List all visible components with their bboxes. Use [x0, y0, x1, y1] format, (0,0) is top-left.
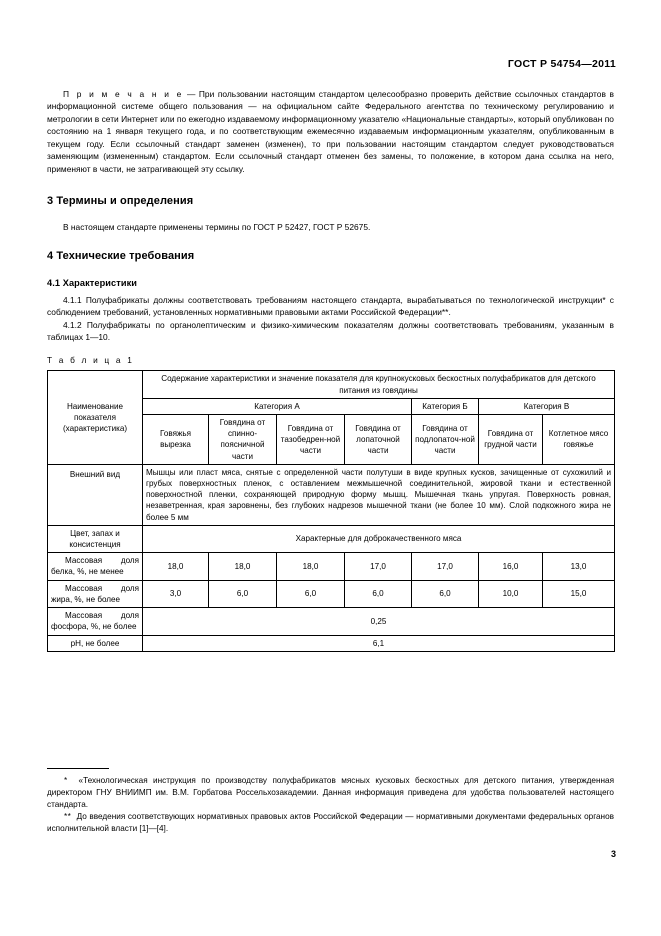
- row-value-phosphorus: 0,25: [143, 608, 615, 635]
- header-column-6: Говядина от грудной части: [479, 415, 543, 465]
- clause-412-text: 4.1.2 Полуфабрикаты по органолептическим и физико-химическим показателям должны соответствовать требованиям, указанным в таблицах 1—10.: [47, 319, 614, 342]
- cell-fat-5: 6,0: [412, 580, 479, 607]
- header-category-v: Категория В: [479, 398, 615, 414]
- cell-fat-6: 10,0: [479, 580, 543, 607]
- note-text: При пользовании настоящим стандартом целесообразно проверить действие ссылочных стандартов в информационной системе общего пользования — на официальном сайте Федерального агентства по техническому регулированию и метрологии в сети Интернет или по ежегодно издаваемому информационному указателю «Национальные стандарты», который опубликован по состоянию на 1 января текущего года, и по соответствующим ежемесячно издаваемым информационным указателям, опубликованным в текущем году. Если ссылочный стандарт заменен (изменен), то при пользовании настоящим стандартом следует руководствоваться заменяющим (измененным) стандартом. Если ссылочный стандарт отменен без замены, то положение, в котором дана ссылка на него, применяют в части, не затрагивающей эту ссылку.: [47, 89, 614, 174]
- table-body: [48, 464, 615, 651]
- clause-411-text: 4.1.1 Полуфабрикаты должны соответствовать требованиям настоящего стандарта, вырабатываться по технологической инструкции* с соблюдением требований, установленных нормативными правовыми актами Российской Федерации**.: [47, 294, 614, 318]
- row-label-color-smell: Цвет, запах и консистенция: [48, 525, 143, 552]
- table-row: [48, 635, 615, 651]
- table-row: [48, 580, 615, 607]
- footnotes-block: [47, 768, 614, 835]
- row-label-appearance: Внешний вид: [48, 464, 143, 525]
- table-header-row-1: [48, 371, 615, 398]
- cell-fat-7: 15,0: [543, 580, 615, 607]
- cell-protein-7: 13,0: [543, 553, 615, 580]
- header-column-1: Говяжья вырезка: [143, 415, 209, 465]
- table-caption: Т а б л и ц а 1: [47, 355, 135, 366]
- section-3-title: 3 Термины и определения: [47, 195, 194, 208]
- footnote-2: [47, 811, 614, 835]
- cell-fat-1: 3,0: [143, 580, 209, 607]
- cell-protein-1: 18,0: [143, 553, 209, 580]
- cell-protein-2: 18,0: [209, 553, 277, 580]
- cell-protein-5: 17,0: [412, 553, 479, 580]
- clause-412: [47, 319, 614, 344]
- cell-fat-4: 6,0: [345, 580, 412, 607]
- row-label-ph: рН, не более: [48, 635, 143, 651]
- cell-protein-3: 18,0: [277, 553, 345, 580]
- requirements-table: [47, 370, 615, 651]
- row-label-fat: Массовая доля жира, %, не более: [48, 580, 143, 607]
- footnote-2-mark: **: [64, 811, 72, 821]
- section-4-title: 4 Технические требования: [47, 249, 195, 262]
- page-number: 3: [610, 849, 616, 859]
- header-category-a: Категория А: [143, 398, 412, 414]
- footnote-2-text: До введения соответствующих нормативных правовых актов Российской Федерации — нормативными документами федеральных органов исполнительной власти [1]—[4].: [47, 811, 614, 833]
- row-label-protein: Массовая доля белка, %, не менее: [48, 553, 143, 580]
- footnote-1-mark: *: [64, 776, 68, 785]
- note-paragraph: [47, 88, 614, 175]
- table-row: [48, 608, 615, 635]
- header-column-4: Говядина от лопаточной части: [345, 415, 412, 465]
- row-label-phosphorus: Массовая доля фосфора, %, не более: [48, 608, 143, 635]
- header-category-b: Категория Б: [412, 398, 479, 414]
- footnote-1-text: «Технологическая инструкция по производству полуфабрикатов мясных кусковых бескостных для детского питания, утвержденная директором ГНУ ВНИИМП им. В.М. Горбатова Россельхозакадемии. Данная информация приведена для удобства пользователей настоящего стандарта.: [47, 776, 614, 809]
- clause-411: [47, 294, 614, 319]
- footnote-separator: [47, 768, 109, 769]
- header-indicator-name: Наименование показателя (характеристика): [48, 371, 143, 464]
- header-column-3: Говядина от тазобедрен-ной части: [277, 415, 345, 465]
- header-column-5: Говядина от подлопаточ-ной части: [412, 415, 479, 465]
- section-3-body-text: В настоящем стандарте применены термины по ГОСТ Р 52427, ГОСТ Р 52675.: [63, 222, 371, 233]
- note-dash: —: [186, 89, 196, 99]
- cell-protein-4: 17,0: [345, 553, 412, 580]
- table-header: [48, 371, 615, 464]
- header-spanning-title: Содержание характеристики и значение показателя для крупнокусковых бескостных полуфабрикатов для детского питания из говядины: [143, 371, 615, 398]
- section-3-body: [47, 221, 614, 233]
- table-row: [48, 553, 615, 580]
- row-value-ph: 6,1: [143, 635, 615, 651]
- cell-fat-3: 6,0: [277, 580, 345, 607]
- cell-fat-2: 6,0: [209, 580, 277, 607]
- table-row: [48, 525, 615, 552]
- document-content: [47, 88, 614, 652]
- table-row: [48, 464, 615, 525]
- row-value-color-smell: Характерные для доброкачественного мяса: [143, 525, 615, 552]
- footnote-1: [47, 775, 614, 811]
- header-column-2: Говядина от спинно-поясничной части: [209, 415, 277, 465]
- row-value-appearance: Мышцы или пласт мяса, снятые с определенной части полутуши в виде крупных кусков, зачищенные от сухожилий и грубых поверхностных пленок, с оставлением межмышечной соединительной, жировой ткани и естественной поверхностной пленки, сохраняющей природную форму мышц. Мышечная ткань упругая. Поверхность ровная, незаветренная, края заровнены, без глубоких надрезов мышечной ткани (не более 10 мм). Слой подкожного жира не более 5 мм: [143, 464, 615, 525]
- header-column-7: Котлетное мясо говяжье: [543, 415, 615, 465]
- cell-protein-6: 16,0: [479, 553, 543, 580]
- note-label: П р и м е ч а н и е: [63, 89, 184, 99]
- section-41-title: 4.1 Характеристики: [47, 277, 138, 288]
- standard-header: ГОСТ Р 54754—2011: [507, 58, 616, 70]
